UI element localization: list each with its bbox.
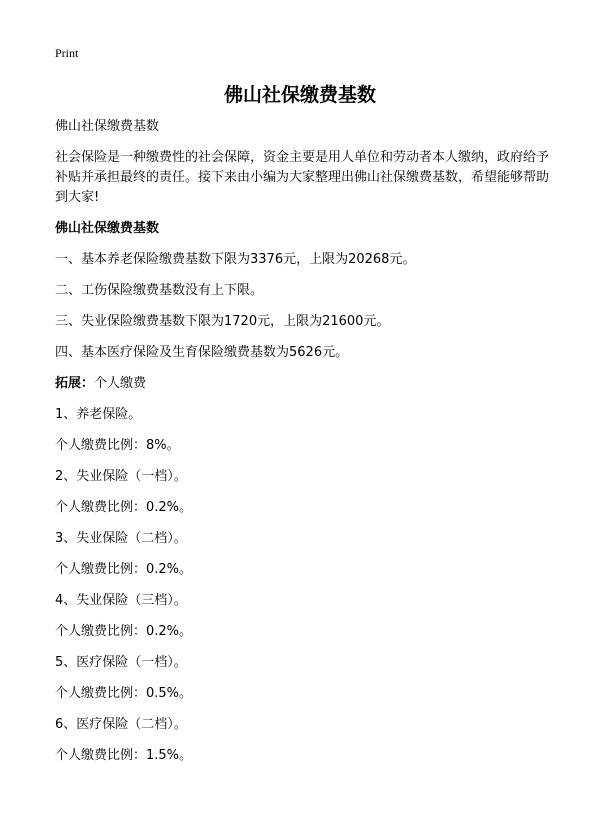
contribution-name: 6、医疗保险（二档）。 [55,717,187,732]
article-subtitle: 佛山社保缴费基数 [55,119,160,134]
contribution-name: 5、医疗保险（一档）。 [55,655,187,670]
contribution-rate: 个人缴费比例：1.5%。 [55,748,193,763]
contribution-rate: 个人缴费比例：0.5%。 [55,686,193,701]
section-heading: 佛山社保缴费基数 [55,221,160,236]
contribution-rate: 个人缴费比例：8%。 [55,438,180,453]
intro-paragraph: 社会保险是一种缴费性的社会保障，资金主要是用人单位和劳动者本人缴纳，政府给予补贴并承担最终的责任。接下来由小编为大家整理出佛山社保缴费基数，希望能够帮助到大家! [55,150,550,205]
base-item-1: 一、基本养老保险缴费基数下限为3376元，上限为20268元。 [55,252,416,267]
contribution-name: 3、失业保险（二档）。 [55,531,187,546]
page-title: 佛山社保缴费基数 [223,84,376,106]
base-item-3: 三、失业保险缴费基数下限为1720元，上限为21600元。 [55,314,390,329]
print-link[interactable]: Print [55,46,79,60]
contribution-rate: 个人缴费比例：0.2%。 [55,562,193,577]
contribution-name: 4、失业保险（三档）。 [55,593,187,608]
contribution-name: 2、失业保险（一档）。 [55,469,187,484]
contribution-rate: 个人缴费比例：0.2%。 [55,500,193,515]
base-item-2: 二、工伤保险缴费基数没有上下限。 [55,283,264,298]
contribution-rate: 个人缴费比例：0.2%。 [55,624,193,639]
extension-text: 个人缴费 [94,376,147,391]
extension-label: 拓展： [55,376,95,391]
base-item-4: 四、基本医疗保险及生育保险缴费基数为5626元。 [55,345,349,360]
extension-line [55,374,555,394]
contribution-name: 1、养老保险。 [55,407,142,422]
article-body [55,117,555,777]
